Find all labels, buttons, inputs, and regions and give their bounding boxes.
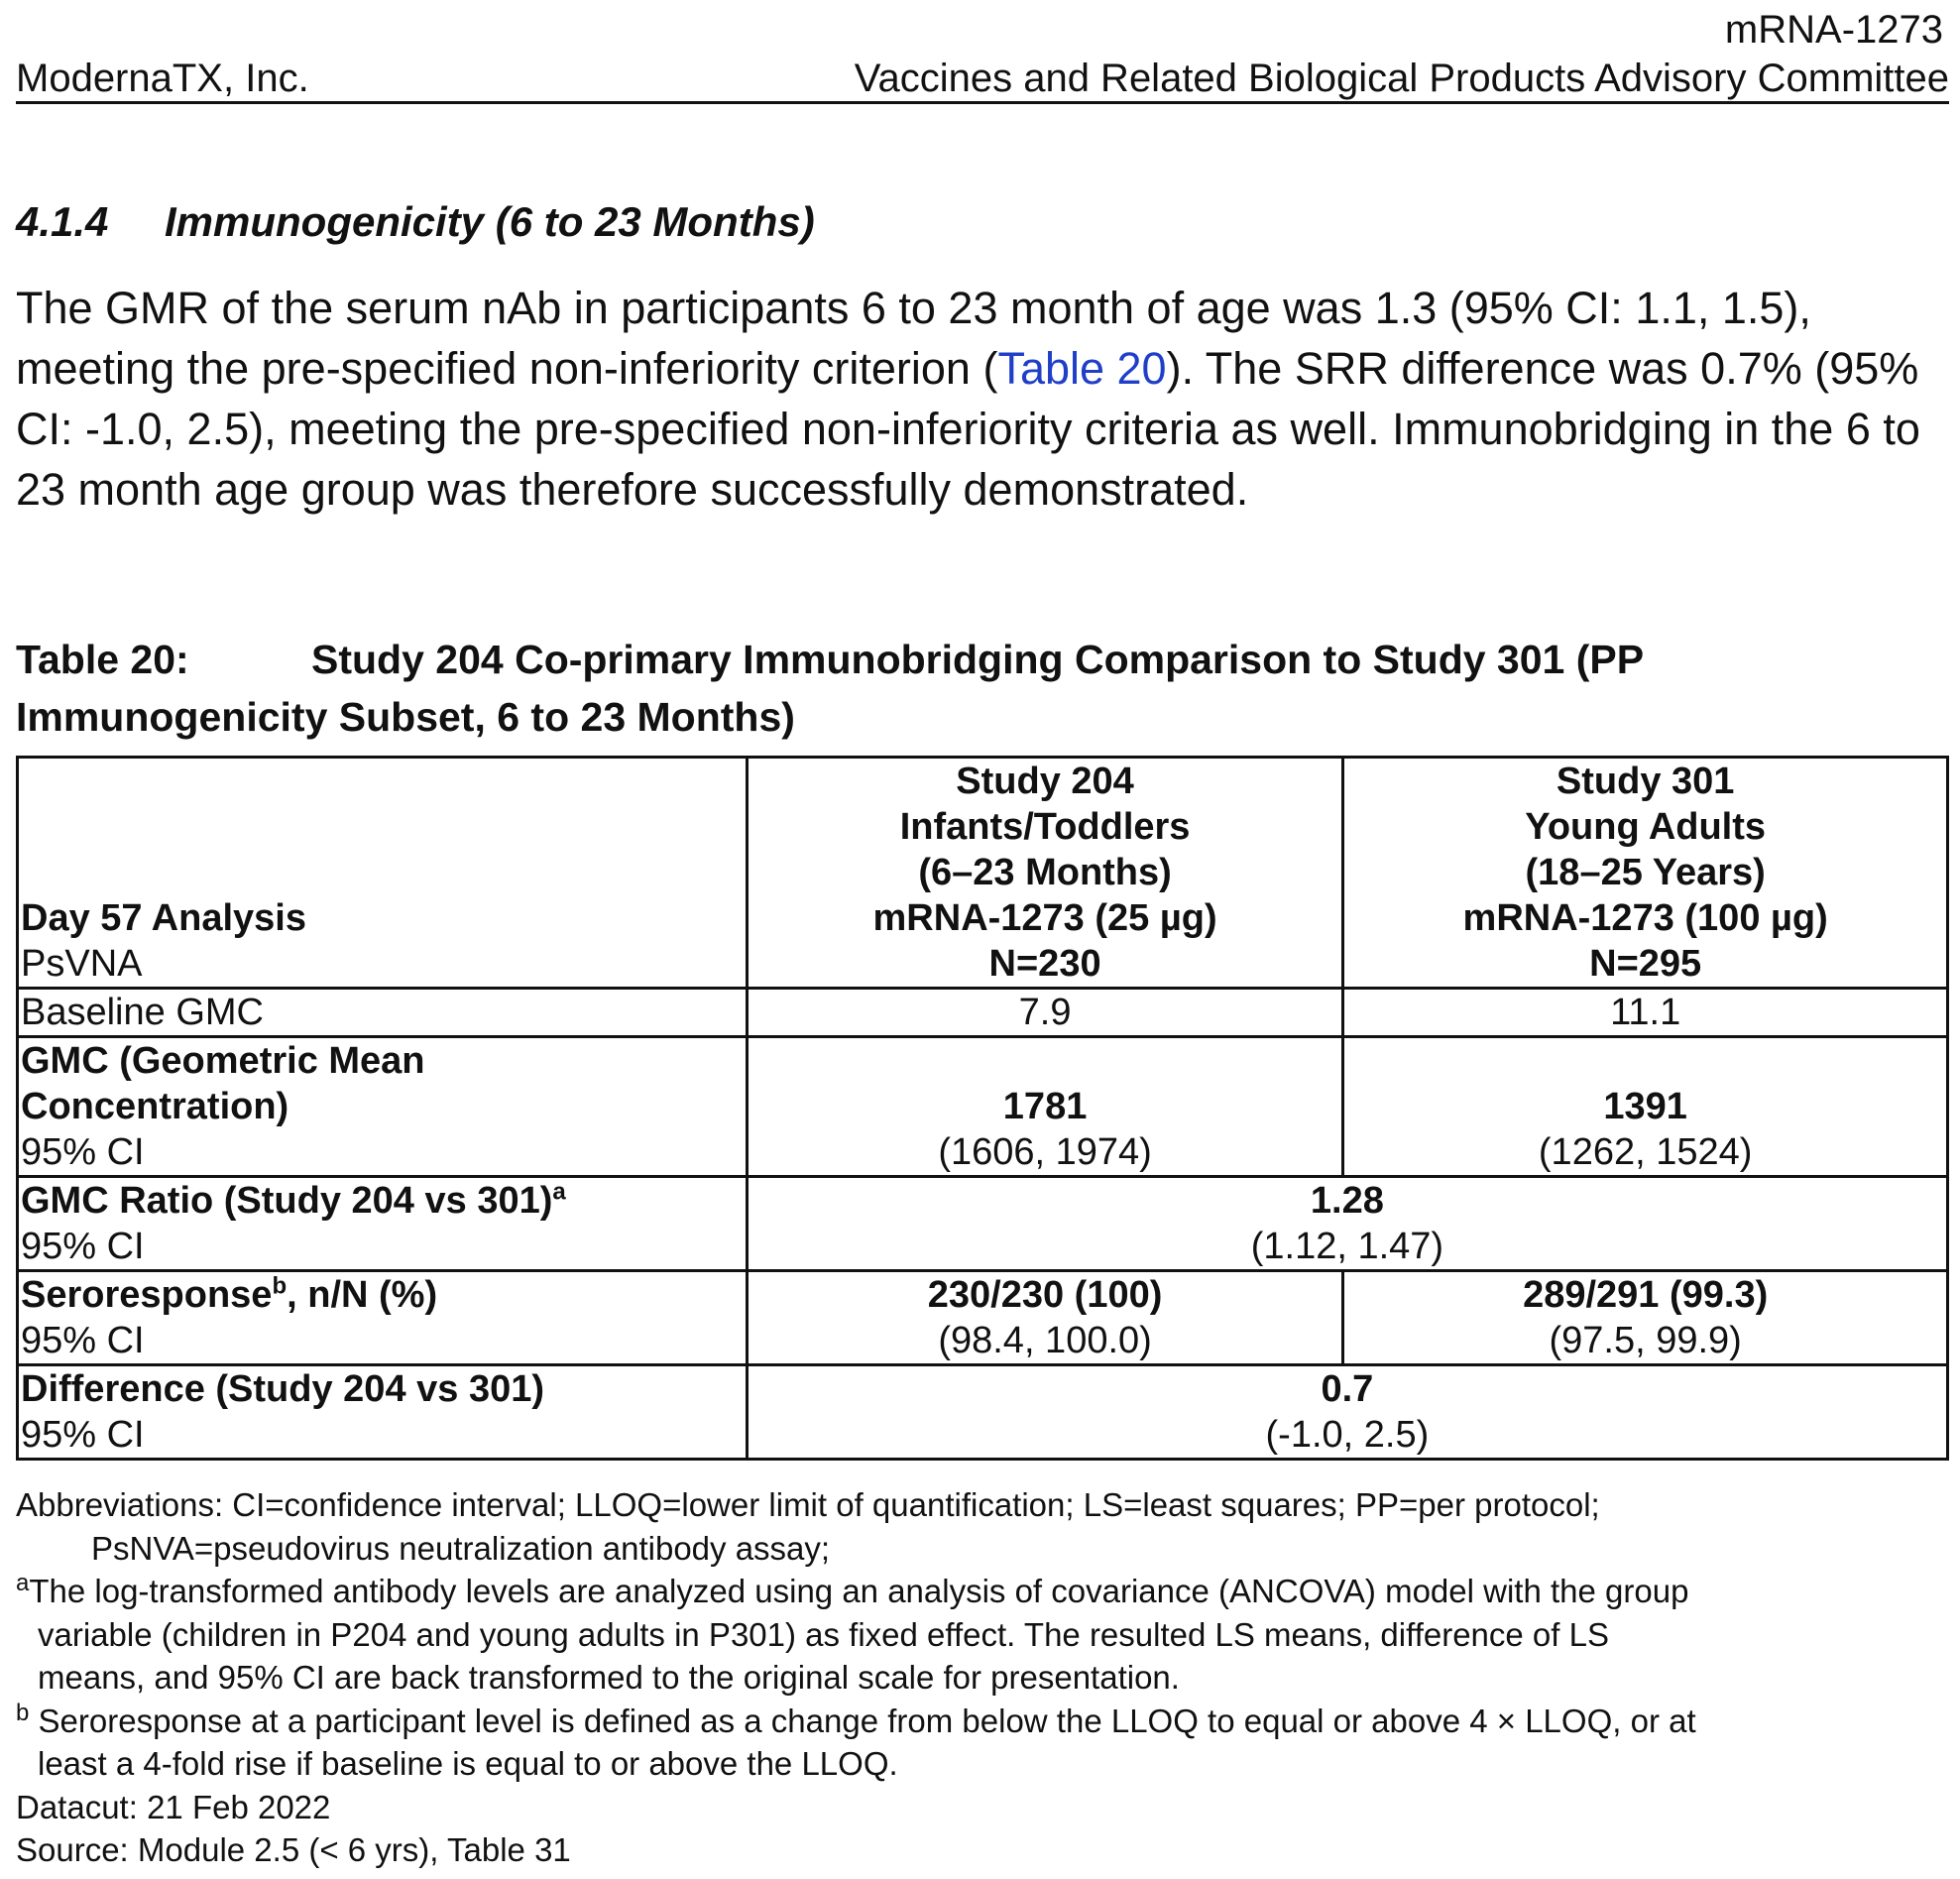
seroresponse-ci-label: 95% CI — [21, 1320, 145, 1361]
gmc-ratio-ci-label: 95% CI — [21, 1226, 145, 1267]
seroresponse-label-post: , n/N (%) — [287, 1274, 438, 1316]
header-col2-line2: Young Adults — [1525, 806, 1767, 848]
section-heading — [16, 194, 815, 250]
seroresponse-study-301-value: 289/291 (99.3) — [1523, 1274, 1769, 1316]
header-col2-line1: Study 301 — [1556, 761, 1735, 802]
gmc-label-cell — [18, 1037, 748, 1177]
baseline-study-204: 7.9 — [747, 989, 1343, 1037]
seroresponse-study-204 — [747, 1271, 1343, 1365]
seroresponse-study-204-ci: (98.4, 100.0) — [938, 1320, 1152, 1361]
table-row-difference — [18, 1365, 1948, 1460]
gmc-ratio-ci: (1.12, 1.47) — [1250, 1226, 1444, 1267]
table-footnotes — [16, 1483, 1949, 1872]
difference-ci: (-1.0, 2.5) — [1265, 1414, 1430, 1456]
seroresponse-study-204-value: 230/230 (100) — [927, 1274, 1163, 1316]
gmc-ratio-label-text: GMC Ratio (Study 204 vs 301) — [21, 1180, 553, 1222]
footnote-a-line1: The log-transformed antibody levels are analyzed using an analysis of covariance (ANCOVA) model with the group — [29, 1573, 1689, 1609]
baseline-study-301: 11.1 — [1343, 989, 1948, 1037]
header-col1-line4: mRNA-1273 (25 µg) — [872, 897, 1217, 939]
table-row-seroresponse — [18, 1271, 1948, 1365]
header-study-301 — [1343, 758, 1948, 989]
gmc-ratio-label-cell — [18, 1177, 748, 1271]
gmc-ratio-label — [21, 1178, 744, 1224]
gmc-label-line2: Concentration) — [21, 1086, 289, 1127]
gmc-ci-label: 95% CI — [21, 1131, 145, 1173]
footnote-b-line1: Seroresponse at a participant level is defined as a change from below the LLOQ to equal or above 4 × LLOQ, or at — [29, 1702, 1696, 1739]
baseline-label: Baseline GMC — [18, 989, 748, 1037]
table-20-link[interactable]: Table 20 — [997, 343, 1167, 394]
gmc-study-204-value: 1781 — [1002, 1086, 1088, 1127]
difference-value: 0.7 — [1321, 1368, 1374, 1410]
difference-ci-label: 95% CI — [21, 1414, 145, 1456]
footnote-b — [16, 1700, 1949, 1743]
header-committee: Vaccines and Related Biological Products Advisory Committee — [854, 57, 1949, 100]
gmc-label-line1: GMC (Geometric Mean — [21, 1040, 425, 1082]
abbreviations-line1: Abbreviations: CI=confidence interval; LLOQ=lower limit of quantification; LS=least squares; PP=per protocol; — [16, 1486, 1600, 1523]
datacut-note: Datacut: 21 Feb 2022 — [16, 1788, 331, 1825]
seroresponse-label-cell — [18, 1271, 748, 1365]
difference-value-cell — [747, 1365, 1947, 1460]
paragraph-text-1: The GMR of the serum nAb in participants 6 to 23 month of age was 1.3 (95% CI: 1.1, 1.5), meeting the pre-specified non-inferiority criterion ( — [16, 283, 1811, 394]
table-caption — [16, 631, 1929, 746]
seroresponse-study-301 — [1343, 1271, 1948, 1365]
footnote-a — [16, 1570, 1949, 1613]
header-col2-line5: N=295 — [1589, 943, 1702, 985]
source-note: Source: Module 2.5 (< 6 yrs), Table 31 — [16, 1831, 571, 1868]
footnote-b-sup: b — [16, 1699, 30, 1726]
gmc-study-204 — [747, 1037, 1343, 1177]
header-col1-line1: Study 204 — [956, 761, 1134, 802]
table-header-row — [18, 758, 1948, 989]
header-col2-line4: mRNA-1273 (100 µg) — [1462, 897, 1828, 939]
abbreviations-line2: PsNVA=pseudovirus neutralization antibody assay; — [91, 1529, 831, 1567]
header-company: ModernaTX, Inc. — [16, 57, 309, 100]
table-row-gmc — [18, 1037, 1948, 1177]
page-header — [16, 56, 1949, 104]
seroresponse-label-pre: Seroresponse — [21, 1274, 273, 1316]
table-row-baseline — [18, 989, 1948, 1037]
seroresponse-label — [21, 1272, 744, 1318]
header-col2-line3: (18–25 Years) — [1525, 852, 1766, 893]
body-paragraph — [16, 278, 1929, 520]
footnote-a-sup: a — [16, 1570, 30, 1596]
table-caption-text: Study 204 Co-primary Immunobridging Comparison to Study 301 (PP Immunogenicity Subset, 6 to 23 Months) — [16, 637, 1644, 740]
difference-label-cell — [18, 1365, 748, 1460]
immunobridging-table — [16, 756, 1949, 1461]
footnote-a-line2: variable (children in P204 and young adults in P301) as fixed effect. The resulted LS means, difference of LS — [38, 1615, 1609, 1653]
header-row-label — [18, 758, 748, 989]
gmc-study-301-value: 1391 — [1603, 1086, 1687, 1127]
table-caption-label: Table 20: — [16, 637, 189, 682]
gmc-ratio-value: 1.28 — [1310, 1180, 1384, 1222]
header-col1-line2: Infants/Toddlers — [899, 806, 1191, 848]
header-assay-label: PsVNA — [21, 943, 143, 985]
header-analysis-label: Day 57 Analysis — [21, 897, 306, 939]
section-number: 4.1.4 — [16, 198, 109, 245]
seroresponse-study-301-ci: (97.5, 99.9) — [1549, 1320, 1742, 1361]
paragraph-text-2: ). The SRR difference was 0.7% (95% CI: -1.0, 2.5), meeting the pre-specified non-inferiority criteria as well. Immunobridging in the 6 to 23 month age group was therefore successfully demonstrated. — [16, 343, 1920, 515]
footnote-a-line3: means, and 95% CI are back transformed to the original scale for presentation. — [38, 1659, 1180, 1696]
section-title: Immunogenicity (6 to 23 Months) — [165, 198, 815, 245]
header-col1-line3: (6–23 Months) — [918, 852, 1172, 893]
header-col1-line5: N=230 — [988, 943, 1101, 985]
gmc-study-301 — [1343, 1037, 1948, 1177]
header-product-name: mRNA-1273 — [1724, 8, 1943, 52]
header-study-204 — [747, 758, 1343, 989]
table-row-gmc-ratio — [18, 1177, 1948, 1271]
footnote-a-marker: a — [552, 1178, 566, 1206]
footnote-b-marker: b — [272, 1272, 288, 1300]
gmc-study-301-ci: (1262, 1524) — [1538, 1131, 1753, 1173]
gmc-study-204-ci: (1606, 1974) — [938, 1131, 1152, 1173]
difference-label: Difference (Study 204 vs 301) — [21, 1368, 545, 1410]
gmc-ratio-value-cell — [747, 1177, 1947, 1271]
footnote-b-line2: least a 4-fold rise if baseline is equal to or above the LLOQ. — [38, 1745, 898, 1782]
